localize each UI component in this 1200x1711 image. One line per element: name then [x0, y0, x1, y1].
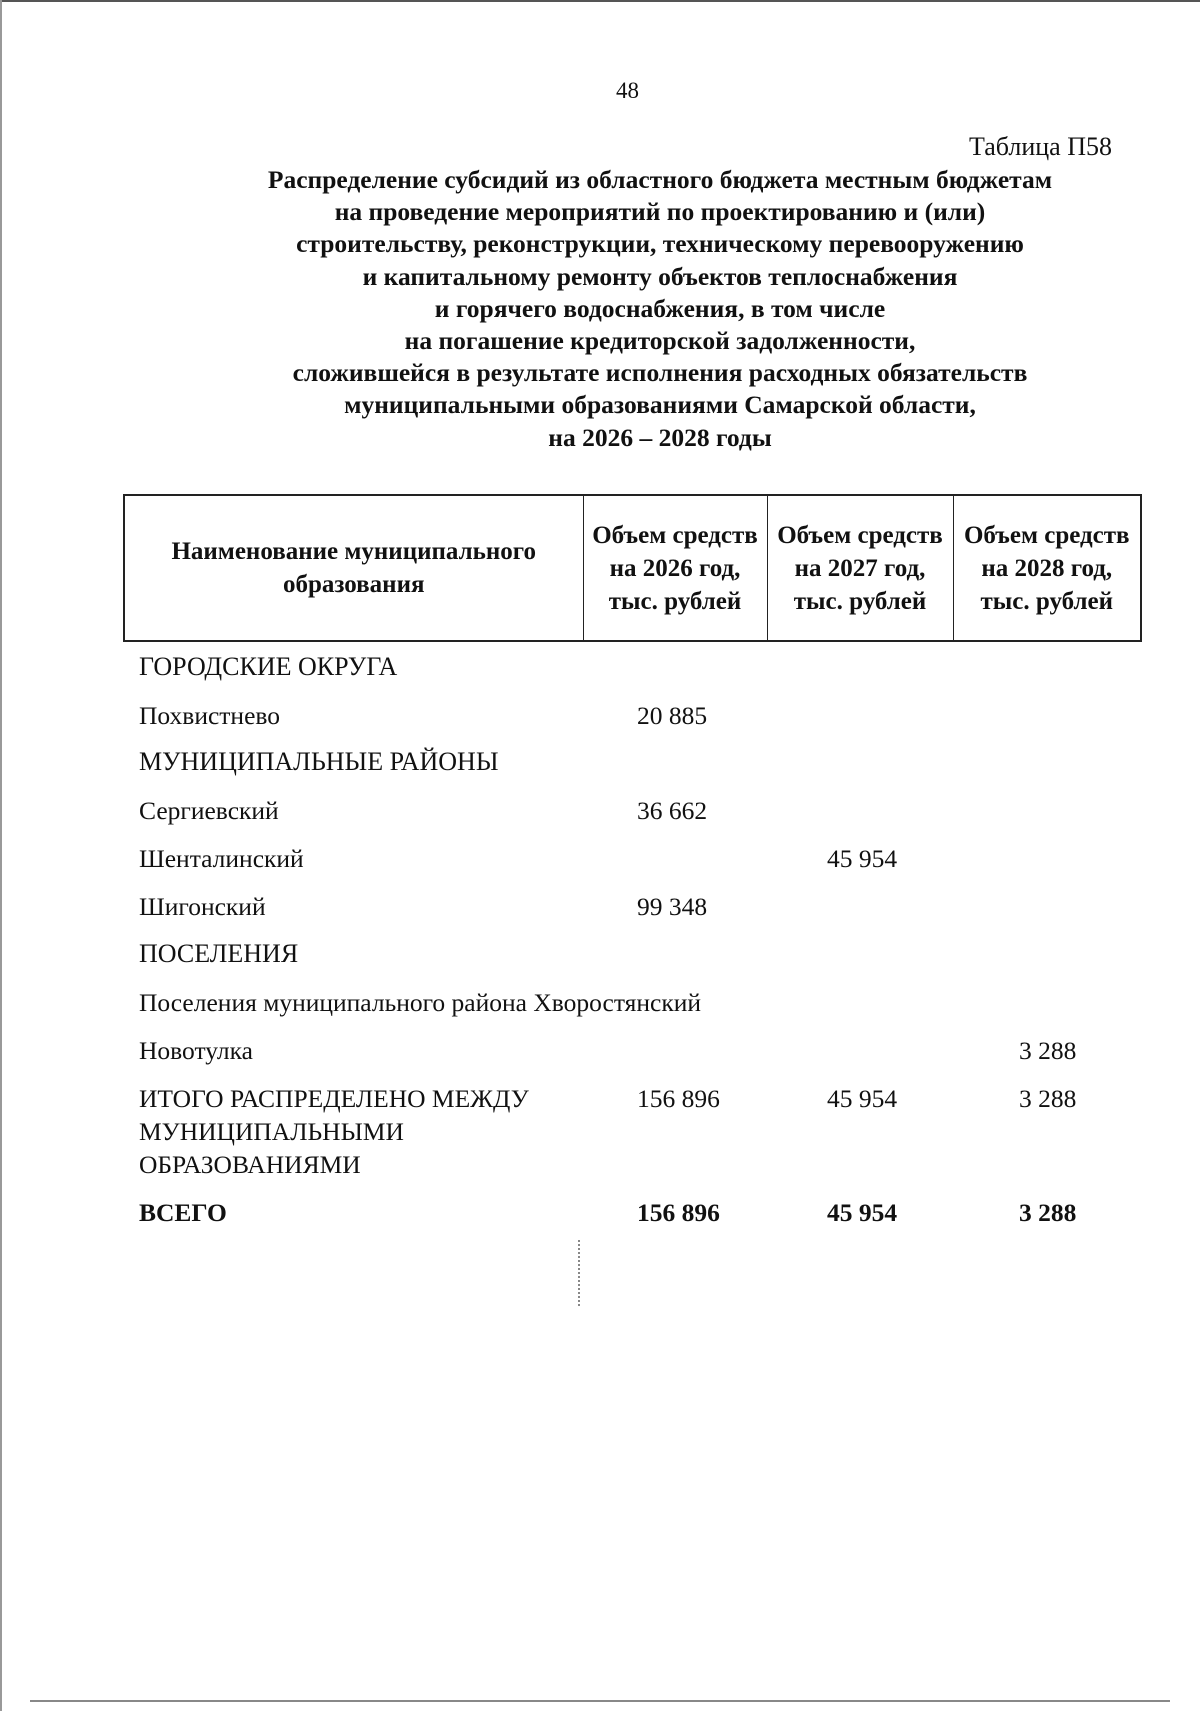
row-amount-2028: 3 288: [1019, 1084, 1077, 1113]
document-title: [180, 164, 1140, 454]
header-amount-2028: Объем средств на 2028 год, тыс. рублей: [953, 495, 1141, 641]
title-line: сложившейся в результате исполнения расходных обязательств: [292, 358, 1028, 388]
header-amount-2026: Объем средств на 2026 год, тыс. рублей: [583, 495, 767, 641]
scan-border-bottom: [30, 1700, 1170, 1702]
scan-artifact-dots: [578, 1240, 584, 1306]
row-amount-2026: 156 896: [637, 1198, 720, 1227]
table-label: Таблица П58: [969, 132, 1112, 161]
row-name: ПОСЕЛЕНИЯ: [139, 939, 299, 968]
title-line: Распределение субсидий из областного бюджета местным бюджетам: [267, 165, 1053, 194]
table-header: [123, 494, 1142, 642]
title-line: и горячего водоснабжения, в том числе: [434, 293, 886, 323]
row-name: Шигонский: [139, 892, 266, 921]
row-amount-2026: 20 885: [637, 701, 708, 730]
row-name: Новотулка: [139, 1036, 253, 1065]
row-name: ВСЕГО: [139, 1198, 227, 1227]
row-name: ГОРОДСКИЕ ОКРУГА: [139, 652, 398, 681]
row-name: Поселения муниципального района Хворостянский: [139, 988, 702, 1017]
title-line: и капитальному ремонту объектов теплоснабжения: [362, 261, 958, 291]
row-amount-2028: 3 288: [1019, 1198, 1077, 1227]
row-name: Похвистнево: [139, 701, 281, 730]
row-name: МУНИЦИПАЛЬНЫЕ РАЙОНЫ: [139, 747, 499, 776]
scan-border-left: [0, 0, 2, 1711]
title-line: на погашение кредиторской задолженности,: [404, 326, 916, 356]
header-amount-2027: Объем средств на 2027 год, тыс. рублей: [767, 495, 953, 641]
title-line: на 2026 – 2028 годы: [548, 422, 772, 452]
row-amount-2027: 45 954: [827, 844, 898, 873]
title-line: строительству, реконструкции, техническому перевооружению: [296, 229, 1024, 259]
row-amount-2026: 36 662: [637, 796, 708, 825]
row-amount-2027: 45 954: [827, 1198, 898, 1227]
title-line: на проведение мероприятий по проектированию и (или): [334, 197, 986, 227]
title-line: муниципальными образованиями Самарской области,: [344, 390, 976, 420]
page-number: 48: [616, 78, 639, 103]
row-name: Шенталинский: [139, 844, 304, 873]
header-municipality-name: Наименование муниципального образования: [124, 495, 583, 641]
scan-border-top: [0, 0, 1200, 2]
row-amount-2027: 45 954: [827, 1084, 898, 1113]
row-amount-2026: 99 348: [637, 892, 708, 921]
row-amount-2026: 156 896: [637, 1084, 720, 1113]
row-name: Сергиевский: [139, 796, 279, 825]
row-amount-2028: 3 288: [1019, 1036, 1077, 1065]
row-name: ИТОГО РАСПРЕДЕЛЕНО МЕЖДУ МУНИЦИПАЛЬНЫМИ ОБРАЗОВАНИЯМИ: [139, 1084, 529, 1179]
